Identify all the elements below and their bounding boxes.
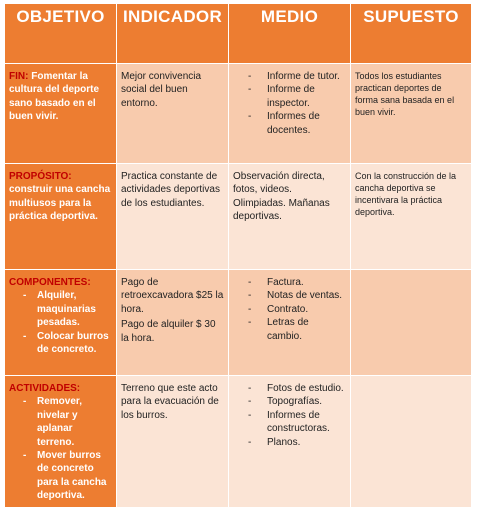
proposito-label: PROPÓSITO: — [9, 171, 72, 182]
list-item: - Fotos de estudio. — [233, 382, 346, 395]
row-proposito — [5, 164, 472, 270]
fin-medio-cell — [229, 64, 351, 164]
header-objetivo: OBJETIVO — [5, 4, 117, 64]
fin-indicador-cell: Mejor convivencia social del buen entorno. — [117, 64, 229, 164]
header-row — [5, 4, 472, 64]
proposito-medio-cell: Observación directa, fotos, videos. Olimpiadas. Mañanas deportivas. — [229, 164, 351, 270]
list-item: - Topografías. — [233, 395, 346, 408]
indicador-line: Pago de alquiler $ 30 la hora. — [121, 319, 216, 344]
list-item: - Notas de ventas. — [233, 289, 346, 302]
row-componentes — [5, 270, 472, 376]
fin-supuesto-cell: Todos los estudiantes practican deportes de forma sana basada en el buen vivir. — [351, 64, 472, 164]
row-actividades — [5, 376, 472, 508]
componentes-medio-cell — [229, 270, 351, 376]
header-medio: MEDIO — [229, 4, 351, 64]
actividades-label: ACTIVIDADES: — [9, 383, 81, 394]
proposito-indicador-cell: Practica constante de actividades deportivas de los estudiantes. — [117, 164, 229, 270]
proposito-objective-text: construir una cancha multiusos para la práctica deportiva. — [9, 184, 111, 223]
list-item: - Informe de tutor. — [233, 70, 346, 83]
list-item: - Planos. — [233, 436, 346, 449]
list-item: - Colocar burros de concreto. — [9, 330, 112, 357]
fin-objective-cell — [5, 64, 117, 164]
header-indicador: INDICADOR — [117, 4, 229, 64]
actividades-medio-cell — [229, 376, 351, 508]
proposito-objective-cell — [5, 164, 117, 270]
list-item: - Informes de constructoras. — [233, 409, 346, 436]
fin-objective-text: Fomentar la cultura del deporte sano basado en el buen vivir. — [9, 71, 100, 123]
row-fin — [5, 64, 472, 164]
actividades-indicador-cell: Terreno que este acto para la evacuación de los burros. — [117, 376, 229, 508]
matrix-table-frame — [4, 3, 471, 501]
list-item: - Letras de cambio. — [233, 316, 346, 343]
list-item: - Factura. — [233, 276, 346, 289]
list-item: - Remover, nivelar y aplanar terreno. — [9, 395, 112, 449]
list-item: - Mover burros de concreto para la cancha deportiva. — [9, 449, 112, 503]
componentes-label: COMPONENTES: — [9, 277, 91, 288]
componentes-indicador-cell — [117, 270, 229, 376]
actividades-supuesto-cell — [351, 376, 472, 508]
list-item: - Informe de inspector. — [233, 83, 346, 110]
proposito-supuesto-cell: Con la construcción de la cancha deportiva se incentivara la práctica deportiva. — [351, 164, 472, 270]
indicador-line: Pago de retroexcavadora $25 la hora. — [121, 277, 224, 315]
header-supuesto: SUPUESTO — [351, 4, 472, 64]
list-item: - Alquiler, maquinarias pesadas. — [9, 289, 112, 329]
componentes-objective-cell — [5, 270, 117, 376]
actividades-objective-cell — [5, 376, 117, 508]
logical-framework-table — [4, 3, 472, 508]
componentes-supuesto-cell — [351, 270, 472, 376]
fin-label: FIN: — [9, 71, 29, 82]
list-item: - Informes de docentes. — [233, 110, 346, 137]
list-item: - Contrato. — [233, 303, 346, 316]
